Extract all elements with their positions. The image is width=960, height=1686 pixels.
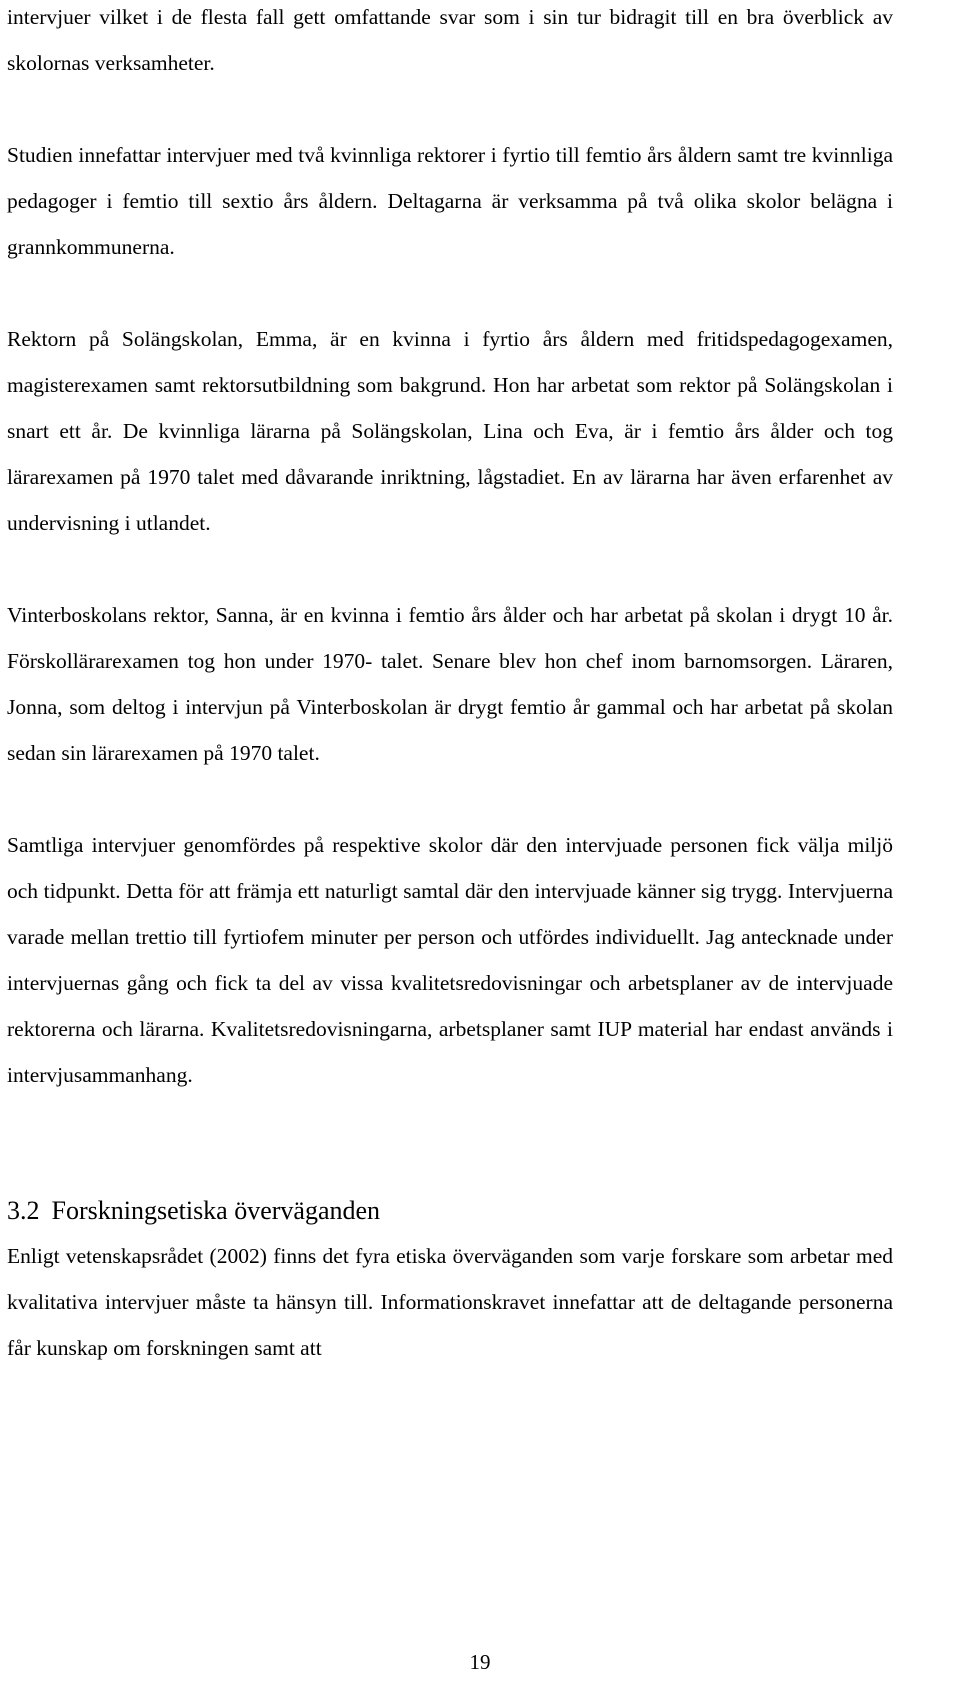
paragraph-continuation: intervjuer vilket i de flesta fall gett omfattande svar som i sin tur bidragit till en bra överblick av skolornas verksamheter. [7,5,893,75]
paragraph-gap [7,270,893,316]
paragraph-gap [7,86,893,132]
section-gap [7,1098,893,1190]
paragraph-solangskolan: Rektorn på Solängskolan, Emma, är en kvinna i fyrtio års åldern med fritidspedagogexamen, magisterexamen samt rektorsutbildning som bakgrund. Hon har arbetat som rektor på Solängskolan i snart ett år. De kvinnliga lärarna på Solängskolan, Lina och Eva, är i femtio års ålder och tog lärarexamen på 1970 talet med dåvarande inriktning, lågstadiet. En av lärarna har även erfarenhet av undervisning i utlandet. [7,327,893,535]
paragraph-ethics: Enligt vetenskapsrådet (2002) finns det fyra etiska överväganden som varje forskare som arbetar med kvalitativa intervjuer måste ta hänsyn till. Informationskravet innefattar att de deltagande personerna får kunskap om forskningen samt att [7,1244,893,1360]
document-page [7,0,893,1371]
page-number: 19 [469,1650,491,1674]
paragraph-gap [7,546,893,592]
paragraph-study-participants: Studien innefattar intervjuer med två kvinnliga rektorer i fyrtio till femtio års åldern samt tre kvinnliga pedagoger i femtio till sextio års åldern. Deltagarna är verksamma på två olika skolor belägna i grannkommunerna. [7,143,893,259]
section-number: 3.2 [7,1196,40,1225]
paragraph-vinterboskolan: Vinterboskolans rektor, Sanna, är en kvinna i femtio års ålder och har arbetat på skolan i drygt 10 år. Förskollärarexamen tog hon under 1970- talet. Senare blev hon chef inom barnomsorgen. Läraren, Jonna, som deltog i intervjun på Vinterboskolan är drygt femtio år gammal och har arbetat på skolan sedan sin lärarexamen på 1970 talet. [7,603,893,765]
section-title: Forskningsetiska överväganden [51,1196,381,1225]
section-heading [7,1190,893,1233]
paragraph-interview-procedure: Samtliga intervjuer genomfördes på respektive skolor där den intervjuade personen fick välja miljö och tidpunkt. Detta för att främja ett naturligt samtal där den intervjuade känner sig trygg. Intervjuerna varade mellan trettio till fyrtiofem minuter per person och utfördes individuellt. Jag antecknade under intervjuernas gång och fick ta del av vissa kvalitetsredovisningar och arbetsplaner av de intervjuade rektorerna och lärarna. Kvalitetsredovisningarna, arbetsplaner samt IUP material har endast används i intervjusammanhang. [7,833,893,1087]
paragraph-gap [7,776,893,822]
